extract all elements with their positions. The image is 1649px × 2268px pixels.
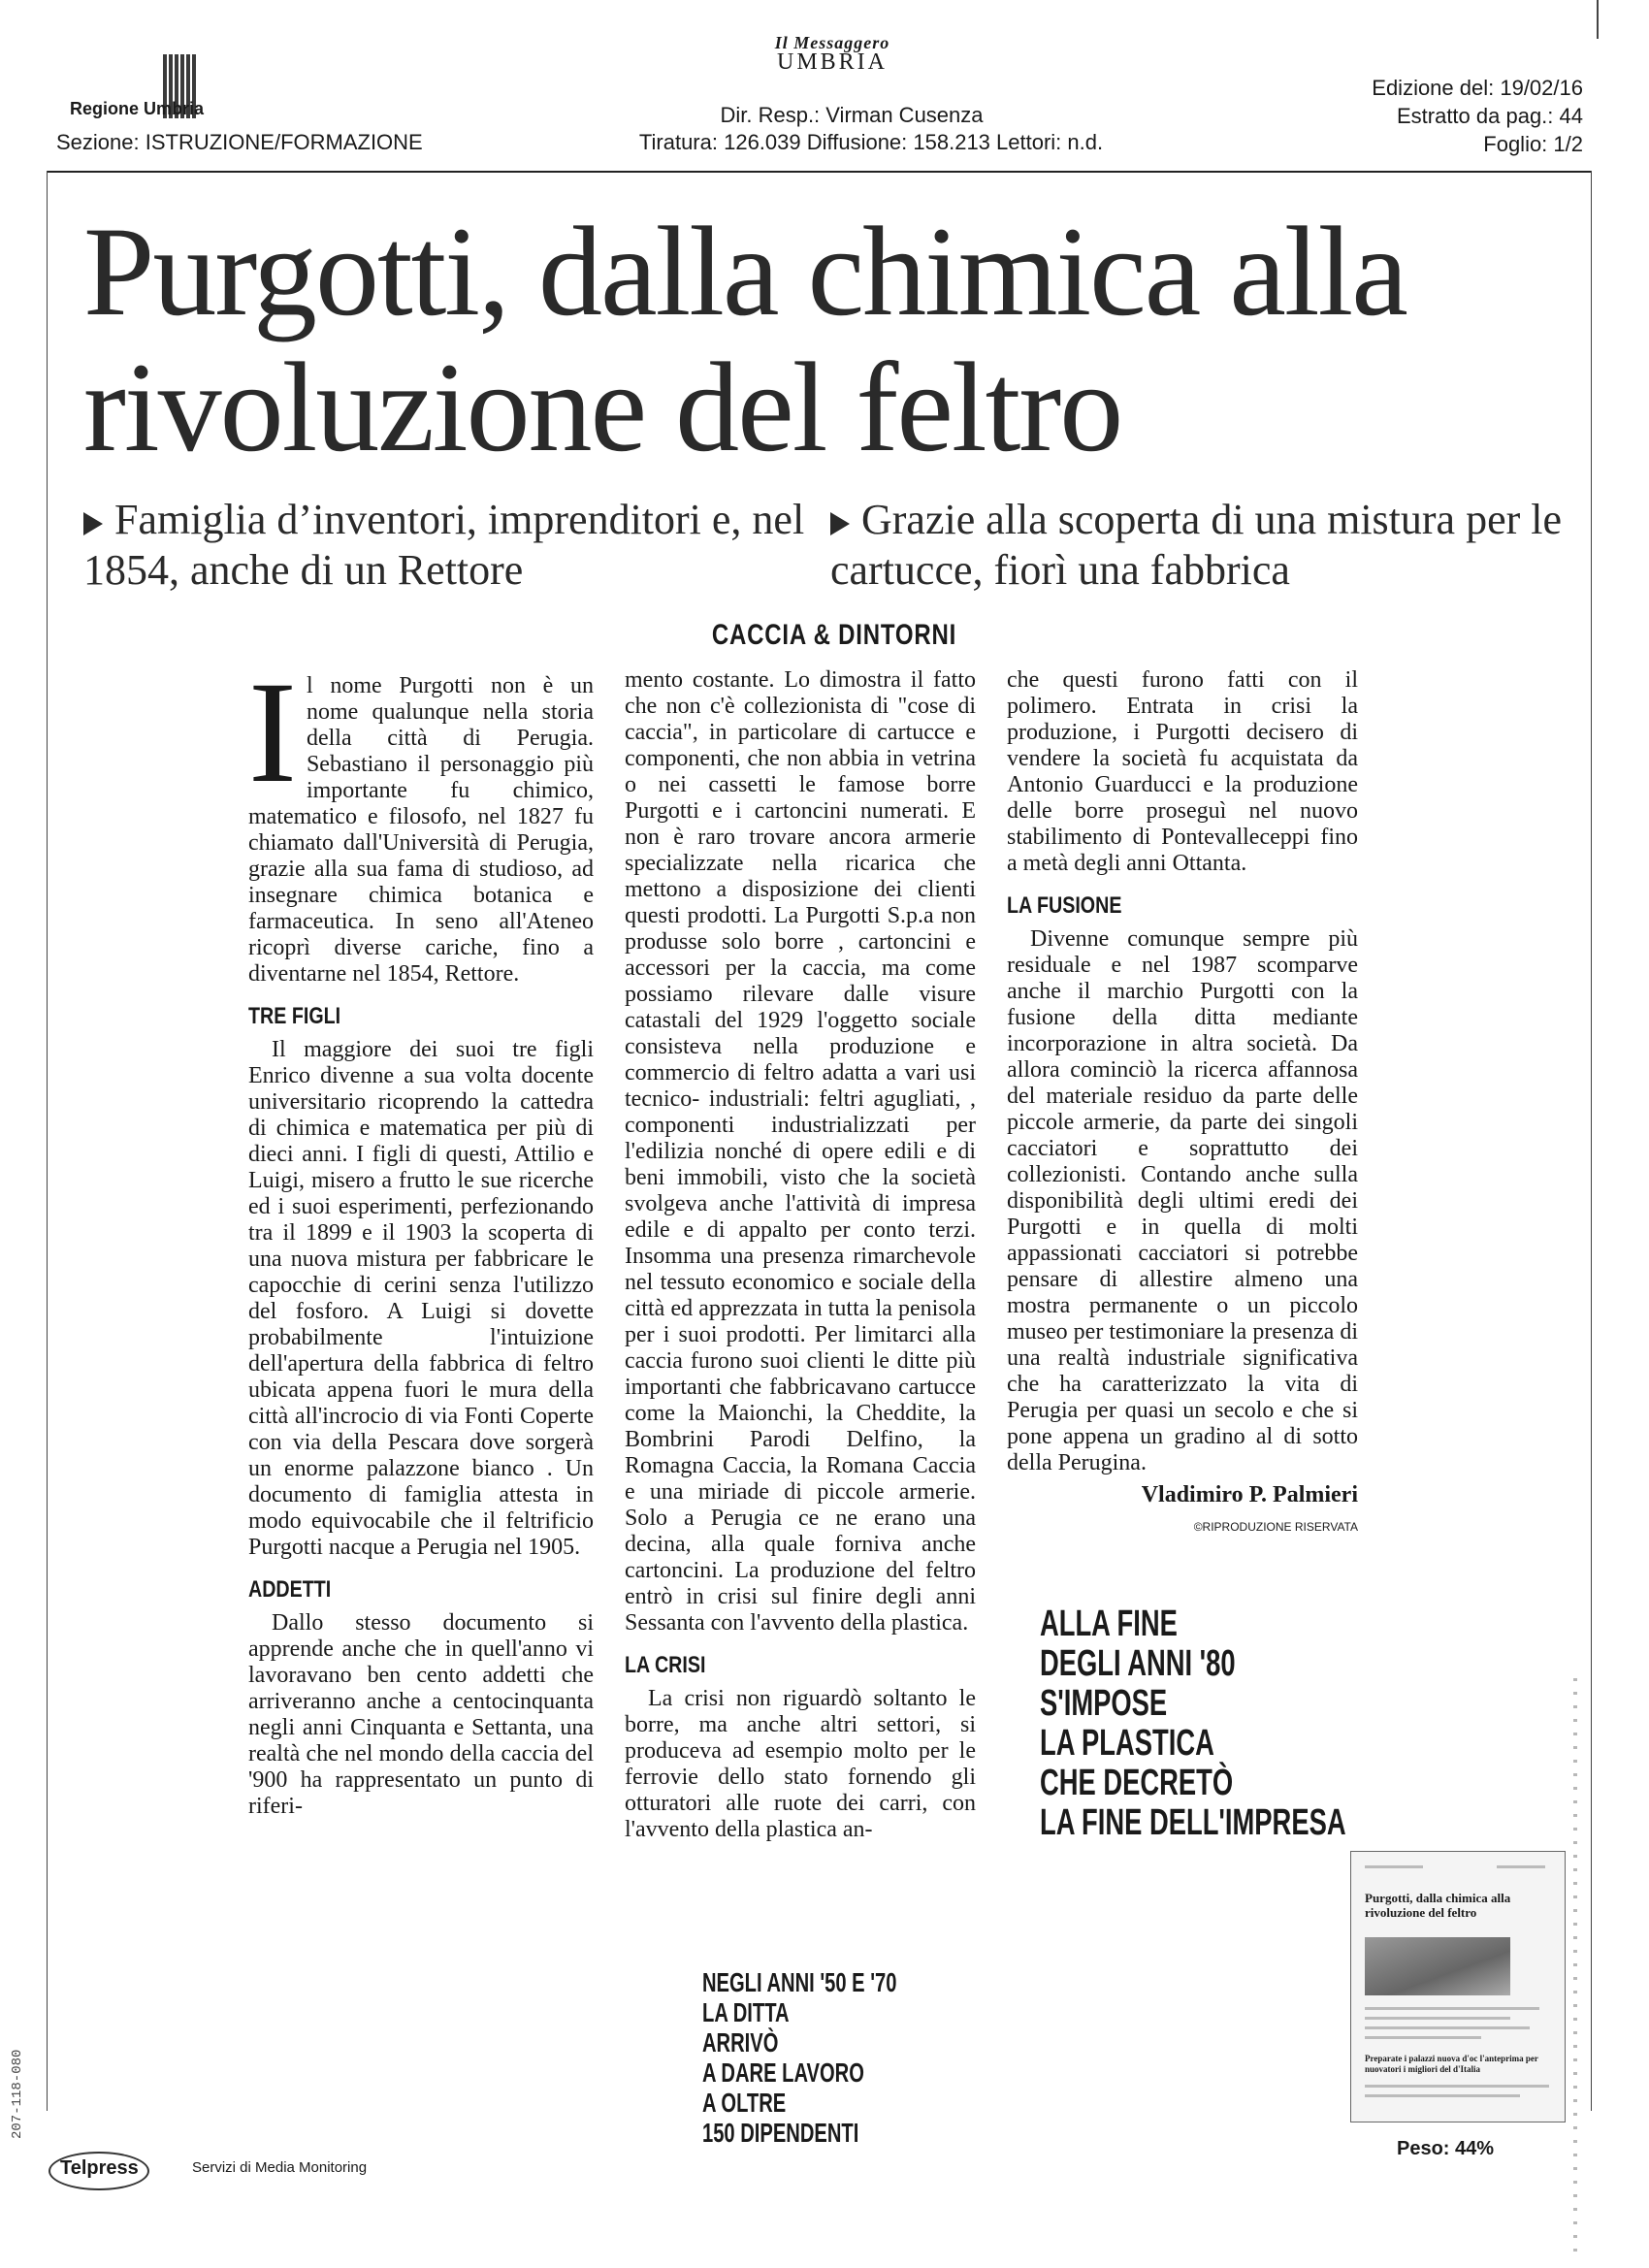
pull-quote-line: DEGLI ANNI '80 [1040, 1643, 1236, 1684]
drop-cap: I [248, 652, 297, 813]
thumbnail-text-line [1365, 2036, 1481, 2039]
page-extract: Estratto da pag.: 44 [1396, 104, 1583, 128]
thumbnail-text-line [1365, 1865, 1423, 1868]
paragraph: Dallo stesso documento si apprende anche che in quell'anno vi lavoravano ben cento addetti che arriveranno anche a centocinquanta negli anni Cinquanta e Settanta, una realtà che nel mondo della caccia del '900 ha rappresentato un punto di riferi- [248, 1610, 594, 1819]
paragraph: Divenne comunque sempre più residuale e nel 1987 scomparve anche il marchio Purgotti con la fusione della ditta mediante incorporazione in altra società. Da allora cominciò la ricerca affannosa del materiale residuo da parte delle piccole armerie, da parte dei singoli cacciatori e soprattutto dei collezionisti. Contando anche sulla disponibilità degli ultimi eredi dei Purgotti e in quella di molti appassionati cacciatori si potrebbe pensare di allestire almeno una mostra permanente o un piccolo museo per testimoniare la presenza di una realtà industriale significativa che ha caratterizzato la vita di Perugia per quasi un secolo e che si pone appena un gradino al di sotto della Perugina. [1007, 926, 1358, 1475]
document-side-code: 207-118-080 [10, 2049, 25, 2139]
triangle-bullet-icon [83, 512, 103, 535]
subtitle-tre-figli: TRE FIGLI [248, 1003, 341, 1029]
subhead-right [830, 495, 1568, 596]
newspaper-masthead [755, 33, 910, 76]
article-column-2 [625, 667, 976, 1843]
pull-quote-line: LA DITTA [702, 1997, 790, 2027]
edition-date: Edizione del: 19/02/16 [1372, 76, 1583, 100]
edition-info [1372, 74, 1583, 158]
subtitle-la-crisi: LA CRISI [625, 1652, 706, 1678]
pull-quote-line: S'IMPOSE [1040, 1683, 1168, 1724]
article-headline: Purgotti, dalla chimica alla rivoluzione del feltro [83, 200, 1406, 478]
paragraph: mento costante. Lo dimostra il fatto che non c'è collezionista di "cose di caccia", in particolare di cartucce e componenti, che non abbia in vetrina o nei cassetti le famose borre Purgotti e i cartoncini numerati. E non è raro trovare ancora armerie specializzate nella ricarica che mettono a disposizione dei clienti questi prodotti. La Purgotti S.p.a non produsse solo borre , cartoncini e accessori per la caccia, ma come possiamo rilevare dalle visure catastali del 1929 l'oggetto sociale consisteva nella produzione e commercio di feltro adatta a vari usi tecnico- industriali: feltri agugliati, , componenti industrializzati per l'edilizia nonché di opere edili e di beni immobili, visto che la società svolgeva anche l'attività di impresa edile e di appalto per conto terzi. Insomma una presenza rimarchevole nel tessuto economico e sociale della città ed apprezzata in tutta la penisola per i suoi prodotti. Per limitarci alla caccia furono suoi clienti le ditte più importanti che fabbricavano cartucce come la Maionchi, la Cheddite, la Bombrini Parodi Delfino, la Romagna Caccia, la Romana Caccia e una miriade di piccole armerie. Solo a Perugia ce ne erano una decina, alla quale forniva anche cartoncini. La produzione del feltro entrò in crisi sul finire degli anni Sessanta con l'avvento della plastica. [625, 667, 976, 1636]
subhead-left [83, 495, 830, 596]
circulation-line: Tiratura: 126.039 Diffusione: 158.213 Lettori: n.d. [638, 130, 1104, 154]
footer-service-label: Servizi di Media Monitoring [192, 2159, 368, 2176]
page-thumbnail [1350, 1851, 1566, 2122]
scan-margin-marks [1573, 1678, 1577, 2260]
thumbnail-text-line [1497, 1865, 1545, 1868]
thumbnail-text-line [1365, 2026, 1530, 2029]
paragraph: che questi furono fatti con il polimero. Entrata in crisi la produzione, i Purgotti decisero di vendere la società fu acquistata da Antonio Guarducci e la produzione delle borre proseguì nel nuovo stabilimento di Pontevalleceppi fino a metà degli anni Ottanta. [1007, 667, 1358, 876]
clipping-header [47, 27, 1591, 173]
pull-quote-line: LA PLASTICA [1040, 1723, 1214, 1764]
frame-border-left [47, 171, 48, 2111]
pull-quote-line: A DARE LAVORO [702, 2057, 864, 2088]
pull-quote-line: NEGLI ANNI '50 E '70 [702, 1967, 897, 1997]
thumbnail-text-line [1365, 2085, 1549, 2088]
paragraph [248, 652, 594, 988]
pull-quote-line: ALLA FINE [1040, 1604, 1178, 1644]
section-label: Sezione: ISTRUZIONE/FORMAZIONE [56, 130, 423, 154]
pull-quote-line: 150 DIPENDENTI [702, 2118, 859, 2148]
telpress-logo [48, 2144, 153, 2192]
article-author: Vladimiro P. Palmieri [1141, 1482, 1358, 1507]
sheet-number: Foglio: 1/2 [1483, 132, 1583, 156]
pull-quote-line: CHE DECRETÒ [1040, 1763, 1234, 1803]
thumbnail-text-line [1365, 2017, 1510, 2020]
director-line: Dir. Resp.: Virman Cusenza [720, 103, 984, 127]
pull-quote-line: ARRIVÒ [702, 2027, 779, 2057]
thumbnail-text-line [1365, 2007, 1539, 2010]
article-column-3 [1007, 667, 1358, 1540]
thumbnail-photo [1365, 1937, 1510, 1995]
masthead-title: Il Messaggero [774, 33, 890, 52]
paragraph: Il maggiore dei suoi tre figli Enrico divenne a sua volta docente universitario ricoprendo la cattedra di chimica e matematica per più di dieci anni. I figli di questi, Attilio e Luigi, misero a frutto le sue ricerche ed i suoi esperimenti, perfezionando tra il 1899 e il 1903 la scoperta di una nuova mistura per fabbricare le capocchie di cerini senza l'utilizzo del fosforo. A Luigi si dovette probabilmente l'intuizione dell'apertura della fabbrica di feltro ubicata appena fuori le mura della città all'incrocio di via Fonti Coperte con via della Pescara dove sorgerà un enorme palazzone bianco . Un documento di famiglia attesta in modo equivocabile che il feltrificio Purgotti nacque a Perugia nel 1905. [248, 1037, 594, 1560]
thumbnail-headline: Purgotti, dalla chimica alla rivoluzione del feltro [1365, 1891, 1511, 1920]
telpress-wordmark: Telpress [60, 2157, 139, 2179]
pull-quote-line: A OLTRE [702, 2088, 787, 2118]
triangle-bullet-icon [830, 512, 850, 535]
paragraph: La crisi non riguardò soltanto le borre, ma anche altri settori, si produceva ad esempio molto per le ferrovie dello stato fornendo gli otturatori alle ruote dei carri, con l'avvento della plastica an- [625, 1686, 976, 1842]
article-column-1 [248, 652, 594, 1820]
pull-quote-line: LA FINE DELL'IMPRESA [1040, 1802, 1346, 1843]
subtitle-la-fusione: LA FUSIONE [1007, 892, 1122, 919]
frame-border-top-right [1597, 0, 1599, 39]
masthead-edition: UMBRIA [776, 49, 888, 75]
paragraph-text: l nome Purgotti non è un nome qualunque nella storia della città di Perugia. Sebastiano il personaggio più importante fu chimico, matematico e filosofo, nel 1827 fu chiamato dall'Università di Perugia, grazie alla sua fama di studioso, ad insegnare chimica botanica e farmaceutica. In seno all'Ateneo ricoprì diverse cariche, fino a diventarne nel 1854, Rettore. [248, 673, 594, 987]
section-rubric: CACCIA & DINTORNI [711, 619, 957, 651]
subtitle-addetti: ADDETTI [248, 1576, 332, 1603]
pull-quote-plastic [1040, 1604, 1361, 1843]
subhead-right-text: Grazie alla scoperta di una mistura per le cartucce, fiorì una fabbrica [830, 496, 1563, 594]
thumbnail-subhead: Preparate i palazzi nuova d'oc l'anteprima per nuovatori i migliori del d'Italia [1365, 2054, 1538, 2074]
clipping-weight: Peso: 44% [1397, 2138, 1495, 2159]
region-label: Regione Umbria [70, 99, 205, 118]
subhead-left-text: Famiglia d’inventori, imprenditori e, nel 1854, anche di un Rettore [83, 496, 805, 594]
thumbnail-text-line [1365, 2094, 1520, 2097]
pull-quote-employees [702, 1967, 954, 2148]
frame-border-right [1591, 171, 1592, 2111]
copyright-notice: ©RIPRODUZIONE RISERVATA [1193, 1520, 1358, 1534]
